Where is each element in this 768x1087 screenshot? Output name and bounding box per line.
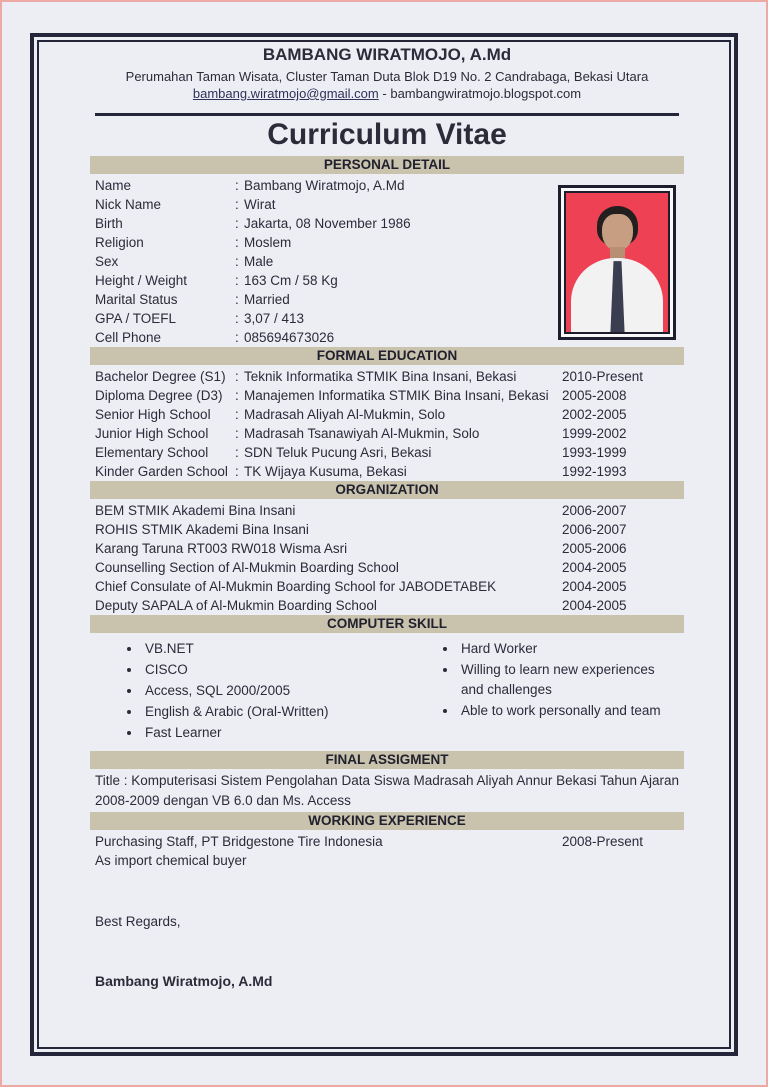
skill-item: • Able to work personally and team [458, 701, 679, 721]
colon: : [235, 388, 239, 403]
final-assignment-text: Title : Komputerisasi Sistem Pengolahan Data Siswa Madrasah Aliyah Annur Bekasi Tahun Ajaran 2008-2009 dengan VB 6.0 dan Ms. Access [95, 773, 679, 808]
field-label: Height / Weight [95, 273, 188, 288]
field-value: Male [244, 254, 274, 269]
page-border-frame-inner [37, 40, 731, 1049]
field-value: Jakarta, 08 November 1986 [244, 216, 411, 231]
field-value: 085694673026 [244, 330, 335, 345]
applicant-photo-image [564, 191, 670, 334]
education-period: 1993-1999 [562, 445, 627, 460]
colon: : [235, 292, 239, 307]
education-period: 2005-2008 [562, 388, 627, 403]
skill-item: • English & Arabic (Oral-Written) [142, 702, 422, 722]
contact-separator: - [382, 86, 387, 101]
organization-name: Deputy SAPALA of Al-Mukmin Boarding School [95, 598, 377, 613]
closing-regards: Best Regards, [95, 914, 181, 929]
applicant-address: Perumahan Taman Wisata, Cluster Taman Duta Blok D19 No. 2 Candrabaga, Bekasi Utara [125, 69, 649, 84]
applicant-name-header: BAMBANG WIRATMOJO, A.Md [262, 45, 512, 64]
education-institution: TK Wijaya Kusuma, Bekasi [244, 464, 407, 479]
field-value: 3,07 / 413 [244, 311, 305, 326]
skills-list-left [95, 639, 422, 744]
skill-item: • Access, SQL 2000/2005 [142, 681, 422, 701]
education-period: 2010-Present [562, 369, 644, 384]
education-level: Senior High School [95, 407, 211, 422]
work-period: 2008-Present [562, 834, 644, 849]
field-value: Wirat [244, 197, 276, 212]
organization-section [95, 501, 679, 615]
organization-period: 2004-2005 [562, 598, 627, 613]
field-label: Cell Phone [95, 330, 162, 345]
education-row [95, 405, 679, 424]
section-heading-working-experience: WORKING EXPERIENCE [90, 812, 684, 830]
work-row [95, 832, 679, 851]
colon: : [235, 369, 239, 384]
email-link[interactable]: bambang.wiratmojo@gmail.com [192, 86, 379, 101]
field-value: Bambang Wiratmojo, A.Md [244, 178, 405, 193]
field-value: Married [244, 292, 290, 307]
colon: : [235, 216, 239, 231]
education-level: Kinder Garden School [95, 464, 228, 479]
education-institution: Teknik Informatika STMIK Bina Insani, Bekasi [244, 369, 517, 384]
skills-list-right [422, 639, 679, 744]
organization-name: Chief Consulate of Al-Mukmin Boarding School for JABODETABEK [95, 579, 497, 594]
photo-figure-face [602, 214, 634, 252]
education-level: Diploma Degree (D3) [95, 388, 223, 403]
organization-row [95, 501, 679, 520]
education-row [95, 424, 679, 443]
organization-period: 2006-2007 [562, 503, 627, 518]
organization-name: Karang Taruna RT003 RW018 Wisma Asri [95, 541, 348, 556]
organization-period: 2004-2005 [562, 579, 627, 594]
organization-row [95, 577, 679, 596]
education-row [95, 443, 679, 462]
skill-item: • Willing to learn new experiences and challenges [458, 660, 679, 700]
education-level: Elementary School [95, 445, 209, 460]
skill-item: • CISCO [142, 660, 422, 680]
education-level: Junior High School [95, 426, 209, 441]
education-row [95, 367, 679, 386]
skill-item: • Fast Learner [142, 723, 422, 743]
cv-content [39, 42, 729, 991]
organization-period: 2005-2006 [562, 541, 627, 556]
organization-name: ROHIS STMIK Akademi Bina Insani [95, 522, 309, 537]
page-border-frame [30, 33, 738, 1056]
section-heading-computer-skill: COMPUTER SKILL [90, 615, 684, 633]
field-value: Moslem [244, 235, 292, 250]
formal-education-section [95, 367, 679, 481]
colon: : [235, 407, 239, 422]
education-institution: Madrasah Tsanawiyah Al-Mukmin, Solo [244, 426, 480, 441]
skill-item: • VB.NET [142, 639, 422, 659]
education-period: 1999-2002 [562, 426, 627, 441]
education-institution: Madrasah Aliyah Al-Mukmin, Solo [244, 407, 446, 422]
skill-item: • Hard Worker [458, 639, 679, 659]
section-heading-formal-education: FORMAL EDUCATION [90, 347, 684, 365]
organization-name: Counselling Section of Al-Mukmin Boarding School [95, 560, 399, 575]
education-institution: Manajemen Informatika STMIK Bina Insani, Bekasi [244, 388, 549, 403]
colon: : [235, 445, 239, 460]
field-label: GPA / TOEFL [95, 311, 177, 326]
field-label: Birth [95, 216, 123, 231]
working-experience-section [95, 832, 679, 870]
organization-row [95, 558, 679, 577]
header-divider [95, 113, 679, 116]
colon: : [235, 330, 239, 345]
colon: : [235, 197, 239, 212]
personal-detail-section [95, 176, 679, 347]
education-row [95, 386, 679, 405]
work-position: Purchasing Staff, PT Bridgestone Tire Indonesia [95, 834, 383, 849]
colon: : [235, 464, 239, 479]
organization-row [95, 520, 679, 539]
education-period: 2002-2005 [562, 407, 627, 422]
field-label: Marital Status [95, 292, 178, 307]
field-label: Name [95, 178, 132, 193]
colon: : [235, 311, 239, 326]
field-label: Sex [95, 254, 119, 269]
section-heading-organization: ORGANIZATION [90, 481, 684, 499]
field-label: Nick Name [95, 197, 162, 212]
colon: : [235, 273, 239, 288]
computer-skill-section [95, 635, 679, 751]
work-note: As import chemical buyer [95, 853, 247, 868]
organization-period: 2004-2005 [562, 560, 627, 575]
education-row [95, 462, 679, 481]
organization-name: BEM STMIK Akademi Bina Insani [95, 503, 296, 518]
field-label: Religion [95, 235, 144, 250]
colon: : [235, 254, 239, 269]
colon: : [235, 178, 239, 193]
organization-period: 2006-2007 [562, 522, 627, 537]
document-title: Curriculum Vitae [267, 118, 507, 151]
colon: : [235, 235, 239, 250]
education-level: Bachelor Degree (S1) [95, 369, 226, 384]
organization-row [95, 539, 679, 558]
section-heading-final-assignment: FINAL ASSIGMENT [90, 751, 684, 769]
applicant-photo [558, 185, 676, 340]
education-period: 1992-1993 [562, 464, 627, 479]
contact-line [95, 86, 679, 101]
website-text: bambangwiratmojo.blogspot.com [390, 86, 582, 101]
field-value: 163 Cm / 58 Kg [244, 273, 338, 288]
section-heading-personal-detail: PERSONAL DETAIL [90, 156, 684, 174]
closing-signature-name: Bambang Wiratmojo, A.Md [95, 973, 273, 989]
organization-row [95, 596, 679, 615]
colon: : [235, 426, 239, 441]
education-institution: SDN Teluk Pucung Asri, Bekasi [244, 445, 432, 460]
